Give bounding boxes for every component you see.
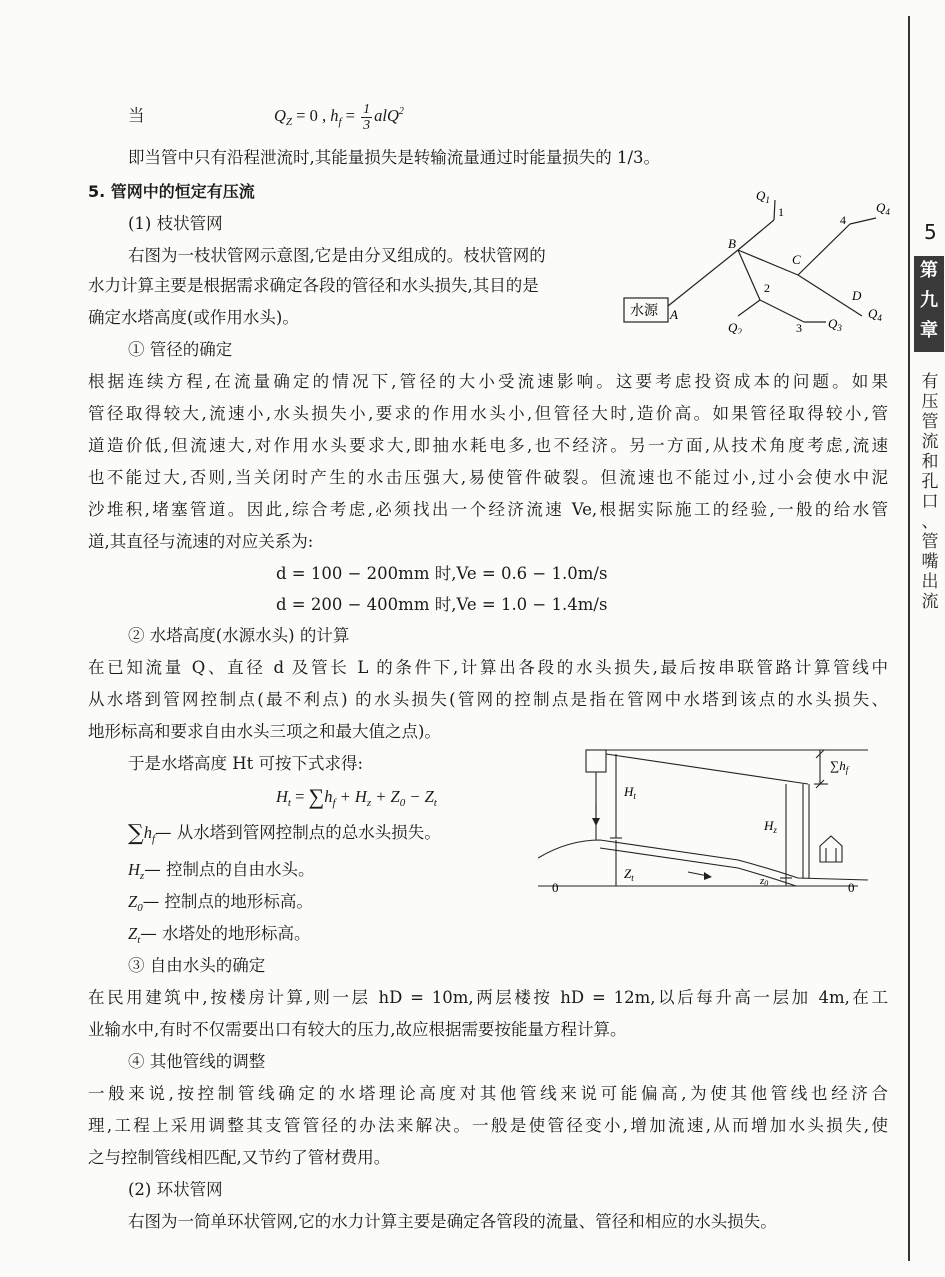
q4-bottom-label: $Q_4$ bbox=[868, 306, 882, 323]
definition-text: — 从水塔到管网控制点的总水头损失。 bbox=[155, 823, 441, 842]
velocity-relation-1: d = 100 − 200mm 时,Ve = 0.6 − 1.0m/s bbox=[276, 564, 608, 583]
q3-label: $Q_3$ bbox=[828, 316, 842, 333]
subsection-heading: ② 水塔高度(水源水头) 的计算 bbox=[128, 626, 350, 645]
zt-label: $Z_t$ bbox=[624, 866, 634, 883]
pipe-b-1 bbox=[738, 220, 774, 250]
eq-part: = bbox=[290, 787, 309, 806]
text-line: 理,工程上采用调整其支管管径的办法来解决。一般是使管径变小,增加流速,从而增加水头损失,使 bbox=[88, 1116, 888, 1135]
text-line: 根据连续方程,在流量确定的情况下,管径的大小受流速影响。这要考虑投资成本的问题。如果 bbox=[88, 372, 888, 391]
pipe-1-q1 bbox=[774, 200, 775, 220]
title-char: 流 bbox=[921, 592, 939, 612]
text-line: 水力计算主要是根据需求确定各段的管径和水头损失,其目的是 bbox=[88, 276, 539, 295]
z0-label: z0 bbox=[760, 875, 769, 888]
pipe-1-label: 1 bbox=[778, 205, 784, 219]
t-sub: t bbox=[137, 934, 141, 946]
t-sub: t bbox=[433, 797, 437, 809]
chapter-char: 章 bbox=[920, 320, 938, 341]
text-line: 道造价低,但流速大,对作用水头要求大,即抽水耗电多,也不经济。另一方面,从技术角度考虑,流速 bbox=[88, 436, 888, 455]
definition-z0 bbox=[128, 890, 313, 916]
text-line: 于是水塔高度 Ht 可按下式求得: bbox=[128, 754, 364, 773]
z-sub: Z bbox=[285, 116, 293, 128]
pipe-4-label: 4 bbox=[840, 213, 846, 227]
hz-label: $H_z$ bbox=[764, 818, 777, 835]
datum-zero-right: 0 bbox=[848, 880, 855, 895]
node-d-label: D bbox=[852, 288, 862, 303]
water-tower-tank bbox=[586, 750, 606, 772]
branch-network-diagram bbox=[620, 182, 900, 334]
title-char: 和 bbox=[921, 452, 939, 472]
text-line: 也不能过大,否则,当关闭时产生的水击压强大,易使管件破裂。但流速也不能过小,过小会使水中泥 bbox=[88, 468, 888, 487]
chapter-char: 九 bbox=[920, 290, 938, 311]
title-char: 孔 bbox=[921, 472, 939, 492]
formula-line-when bbox=[128, 104, 145, 128]
o-sub: 0 bbox=[137, 902, 143, 914]
h-symbol: h bbox=[330, 106, 339, 125]
when-word: 当 bbox=[128, 106, 145, 125]
pipe-c-4 bbox=[798, 224, 850, 275]
ground-profile bbox=[538, 840, 868, 880]
pipe-2-3 bbox=[760, 300, 804, 322]
z-symbol: Z bbox=[128, 924, 138, 943]
f-sub: f bbox=[151, 833, 156, 845]
building-outline bbox=[820, 836, 842, 862]
q2-label: $Q_2$ bbox=[728, 320, 742, 334]
denominator: 3 bbox=[363, 117, 371, 133]
definition-sum-hf bbox=[128, 820, 441, 847]
text-line: 管径取得较大,流速小,水头损失小,要求的作用水头小,但管径大时,造价高。如果管径取得较小,管 bbox=[88, 404, 888, 423]
text-line: 确定水塔高度(或作用水头)。 bbox=[88, 308, 299, 327]
z-sub: z bbox=[139, 870, 145, 882]
term-z0: + Z bbox=[371, 787, 400, 806]
alq-term: alQ bbox=[374, 106, 399, 125]
text-line: 沙堆积,堵塞管道。因此,综合考虑,必须找出一个经济流速 Ve,根据实际施工的经验,一般的给水管 bbox=[88, 500, 888, 519]
formula-qz bbox=[274, 99, 404, 136]
text-line: 之与控制管线相匹配,又节约了管材费用。 bbox=[88, 1148, 391, 1167]
eq-part: = bbox=[341, 106, 360, 125]
pipe-3-label: 3 bbox=[796, 321, 802, 334]
title-char: 管 bbox=[921, 412, 939, 432]
text-line: 业输水中,有时不仅需要出口有较大的压力,故应根据需要按能量方程计算。 bbox=[88, 1020, 627, 1039]
q-symbol: Q bbox=[274, 106, 286, 125]
definition-text: — 控制点的地形标高。 bbox=[142, 892, 313, 911]
text-line: 右图为一枝状管网示意图,它是由分叉组成的。枝状管网的 bbox=[128, 246, 546, 265]
z-symbol: Z bbox=[128, 892, 138, 911]
subsection-heading: (1) 枝状管网 bbox=[128, 214, 223, 233]
text-line: 即当管中只有沿程泄流时,其能量损失是转输流量通过时能量损失的 1/3。 bbox=[128, 148, 661, 167]
subsection-heading: ③ 自由水头的确定 bbox=[128, 956, 266, 975]
subsection-heading: ④ 其他管线的调整 bbox=[128, 1052, 266, 1071]
margin-rule bbox=[908, 16, 910, 1261]
arrow-head bbox=[704, 872, 712, 880]
text-line: 道,其直径与流速的对应关系为: bbox=[88, 532, 314, 551]
definition-hz bbox=[128, 858, 314, 884]
o-sub: 0 bbox=[399, 797, 406, 809]
sum-symbol: ∑ bbox=[128, 821, 144, 846]
sum-symbol: ∑ bbox=[308, 784, 325, 809]
title-char: 有 bbox=[921, 372, 939, 392]
title-char: 流 bbox=[921, 432, 939, 452]
node-a-label: A bbox=[670, 307, 678, 322]
water-tower-head-diagram bbox=[538, 744, 888, 906]
velocity-relation-2: d = 200 − 400mm 时,Ve = 1.0 − 1.4m/s bbox=[276, 595, 608, 614]
term-hz: + H bbox=[335, 787, 367, 806]
subsection-heading: ① 管径的确定 bbox=[128, 340, 233, 359]
text-line: 地形标高和要求自由水头三项之和最大值之点)。 bbox=[88, 722, 441, 741]
q1-label: $Q_1$ bbox=[756, 188, 770, 205]
pipe-2-q2 bbox=[738, 300, 760, 316]
node-c-label: C bbox=[792, 252, 801, 267]
datum-zero-left: 0 bbox=[552, 880, 559, 895]
text-line: 右图为一简单环状管网,它的水力计算主要是确定各管段的流量、管径和相应的水头损失。 bbox=[128, 1212, 777, 1231]
node-b-label: B bbox=[728, 236, 736, 251]
f-sub: f bbox=[332, 797, 336, 809]
title-char: 口 bbox=[921, 492, 939, 512]
h-symbol: H bbox=[128, 860, 140, 879]
title-char: 出 bbox=[921, 572, 939, 592]
pipe-2-label: 2 bbox=[764, 281, 770, 295]
text-line: 在民用建筑中,按楼房计算,则一层 hD = 10m,两层楼按 hD = 12m,以后每升高一层加 4m,在工 bbox=[88, 988, 888, 1007]
eq-part: = 0 , bbox=[292, 106, 331, 125]
t-sub: t bbox=[287, 797, 291, 809]
sum-hf-label: $\sum h_f$ bbox=[830, 758, 849, 775]
ht-label: $H_t$ bbox=[624, 784, 636, 801]
z-sub: z bbox=[366, 797, 372, 809]
formula-ht bbox=[276, 780, 437, 814]
definition-text: — 水塔处的地形标高。 bbox=[140, 924, 311, 943]
pipe-a-b bbox=[668, 250, 738, 306]
f-sub: f bbox=[338, 116, 342, 128]
section-heading: 5. 管网中的恒定有压流 bbox=[88, 182, 255, 201]
numerator: 1 bbox=[363, 101, 371, 117]
pipe-4-q4 bbox=[850, 218, 876, 224]
term-zt: − Z bbox=[405, 787, 434, 806]
q4-top-label: $Q_4$ bbox=[876, 200, 890, 217]
chapter-title-vertical bbox=[918, 372, 942, 612]
h-symbol: h bbox=[324, 787, 333, 806]
text-line: 在已知流量 Q、直径 d 及管长 L 的条件下,计算出各段的水头损失,最后按串联管路计算管线中 bbox=[88, 658, 888, 677]
text-line: 一般来说,按控制管线确定的水塔理论高度对其他管线来说可能偏高,为使其他管线也经济合 bbox=[88, 1084, 888, 1103]
h-symbol: H bbox=[276, 787, 288, 806]
title-char: 压 bbox=[921, 392, 939, 412]
water-source-label: 水源 bbox=[630, 304, 658, 319]
definition-text: — 控制点的自由水头。 bbox=[144, 860, 315, 879]
chapter-number: 5 bbox=[924, 220, 937, 244]
h-symbol: h bbox=[143, 823, 152, 842]
subsection-heading: (2) 环状管网 bbox=[128, 1180, 223, 1199]
arrow-head bbox=[592, 818, 600, 826]
chapter-label bbox=[914, 256, 944, 352]
definition-zt bbox=[128, 922, 311, 948]
title-char: 管 bbox=[921, 532, 939, 552]
chapter-char: 第 bbox=[920, 260, 938, 281]
exponent: 2 bbox=[398, 106, 404, 117]
title-char: 嘴 bbox=[921, 552, 939, 572]
fraction-one-third bbox=[361, 102, 372, 133]
text-line: 从水塔到管网控制点(最不利点) 的水头损失(管网的控制点是指在管网中水塔到该点的水头损失、 bbox=[88, 690, 888, 709]
title-char: 、 bbox=[921, 512, 939, 532]
hydraulic-grade-line bbox=[606, 754, 808, 784]
